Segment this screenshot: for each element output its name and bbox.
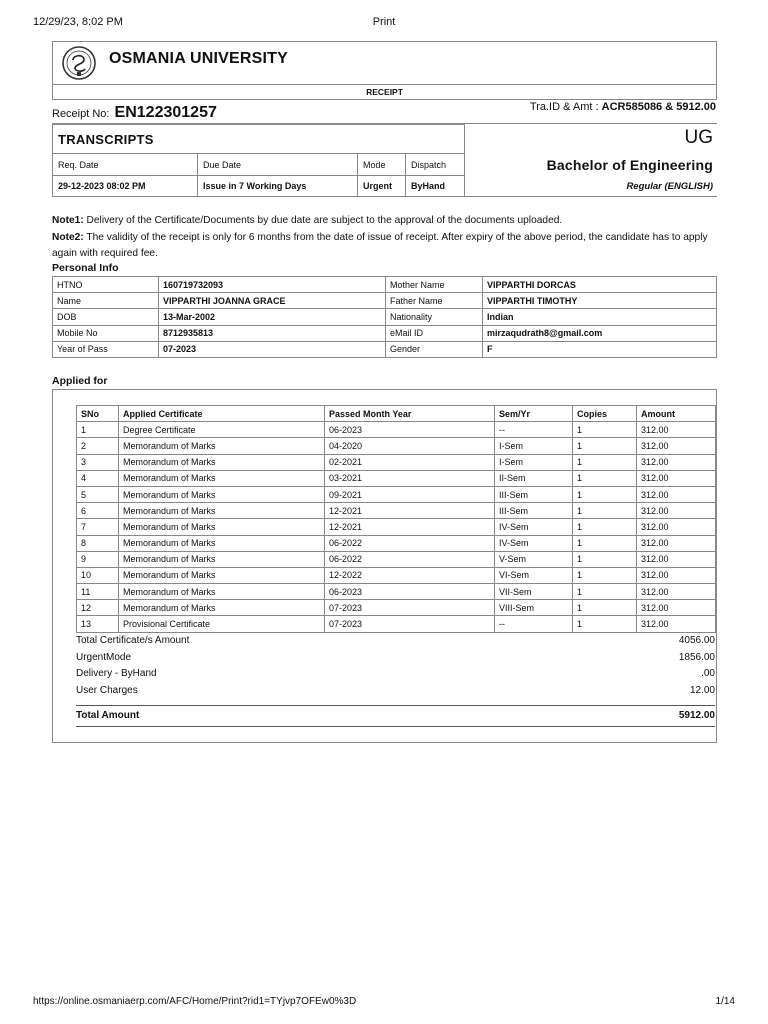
mode-header: Mode bbox=[358, 154, 406, 176]
receipt-bar: RECEIPT bbox=[52, 84, 717, 100]
transcripts-title: TRANSCRIPTS bbox=[53, 125, 465, 154]
notes bbox=[52, 213, 717, 263]
table-row: 3 Memorandum of Marks 02-2021 I-Sem 1 312.00 bbox=[77, 454, 716, 470]
university-name: OSMANIA UNIVERSITY bbox=[109, 50, 289, 67]
table-row: HTNO 160719732093 Mother Name VIPPARTHI DORCAS bbox=[53, 277, 717, 293]
page-number: 1/14 bbox=[715, 996, 735, 1007]
print-title: Print bbox=[372, 16, 396, 28]
due-date-header: Due Date bbox=[198, 154, 358, 176]
receipt-no-label: Receipt No: bbox=[52, 108, 110, 120]
table-header-row: SNo Applied Certificate Passed Month Year Sem/Yr Copies Amount bbox=[77, 406, 716, 422]
mode-value: Urgent bbox=[358, 176, 406, 197]
applied-for-box: SNo Applied Certificate Passed Month Year Sem/Yr Copies Amount 1 Degree Certificate 06-2023 -- 1 312.00 2 Memorandum of Marks 04-2020 I-Sem 1 312.00 3 Memorandum of Marks 02-2021 I-Sem 1 312.00 4 Memorandum of Marks 03-2021 II-Sem 1 312.00 5 Memorandum of Marks 09-2021 III-Sem 1 312.00 6 Memorandum of Marks 12-2021 III-Sem 1 312.00 7 Memorandum of Marks 12-2021 IV-Sem 1 312.00 8 Memorandum of Marks 06-2022 IV-Sem 1 312.00 9 Memorandum of Marks 06-2022 V-Sem 1 312.00 10 Memorandum of Marks 12-2022 VI-Sem 1 312.00 11 Memorandum of Marks 06-2023 VII-Sem 1 312.00 12 Memorandum of Marks 07-2023 VIII-Sem 1 312.00 13 Provisional Certificate 07-2023 -- 1 312.00 Total Certificate/s Amount 4056.00 UrgentMode 1856.00 Delivery - ByHand .00 User Charges 12.00 Total Amount 5912.00 bbox=[52, 389, 717, 743]
dispatch-header: Dispatch bbox=[406, 154, 465, 176]
note-1: Note1: Delivery of the Certificate/Documents by due date are subject to the approval of the documents uploaded. bbox=[52, 215, 563, 226]
req-date-header: Req. Date bbox=[53, 154, 198, 176]
divider bbox=[52, 196, 717, 197]
applied-certificates-table bbox=[76, 405, 716, 633]
req-date-value: 29-12-2023 08:02 PM bbox=[53, 176, 198, 197]
program-level: UG bbox=[684, 127, 713, 148]
table-row: Name VIPPARTHI JOANNA GRACE Father Name VIPPARTHI TIMOTHY bbox=[53, 293, 717, 309]
table-row: 7 Memorandum of Marks 12-2021 IV-Sem 1 312.00 bbox=[77, 519, 716, 535]
tra-id-value: ACR585086 & 5912.00 bbox=[601, 101, 716, 113]
print-footer bbox=[33, 996, 735, 1010]
transcripts-table bbox=[52, 124, 465, 197]
transaction-id bbox=[530, 101, 716, 113]
table-row: 1 Degree Certificate 06-2023 -- 1 312.00 bbox=[77, 422, 716, 438]
table-row: Year of Pass 07-2023 Gender F bbox=[53, 341, 717, 357]
table-row: 10 Memorandum of Marks 12-2022 VI-Sem 1 312.00 bbox=[77, 567, 716, 583]
table-row: 8 Memorandum of Marks 06-2022 IV-Sem 1 312.00 bbox=[77, 535, 716, 551]
table-row: 11 Memorandum of Marks 06-2023 VII-Sem 1 312.00 bbox=[77, 584, 716, 600]
table-row: 4 Memorandum of Marks 03-2021 II-Sem 1 312.00 bbox=[77, 470, 716, 486]
table-row: 13 Provisional Certificate 07-2023 -- 1 312.00 bbox=[77, 616, 716, 632]
receipt-number bbox=[52, 104, 217, 122]
receipt-no-value: EN122301257 bbox=[114, 104, 217, 121]
divider bbox=[76, 705, 715, 706]
table-row: 9 Memorandum of Marks 06-2022 V-Sem 1 312.00 bbox=[77, 551, 716, 567]
due-date-value: Issue in 7 Working Days bbox=[198, 176, 358, 197]
print-datetime: 12/29/23, 8:02 PM bbox=[33, 16, 123, 28]
table-row: DOB 13-Mar-2002 Nationality Indian bbox=[53, 309, 717, 325]
table-row: 5 Memorandum of Marks 09-2021 III-Sem 1 312.00 bbox=[77, 486, 716, 502]
applied-for-title: Applied for bbox=[52, 375, 108, 387]
degree-name: Bachelor of Engineering bbox=[546, 157, 713, 173]
university-header bbox=[52, 41, 717, 84]
table-row: 6 Memorandum of Marks 12-2021 III-Sem 1 312.00 bbox=[77, 503, 716, 519]
print-url: https://online.osmaniaerp.com/AFC/Home/Print?rid1=TYjvp7OFEw0%3D bbox=[33, 996, 357, 1007]
university-seal-icon bbox=[61, 45, 97, 81]
table-row: 2 Memorandum of Marks 04-2020 I-Sem 1 312.00 bbox=[77, 438, 716, 454]
personal-info-table bbox=[52, 276, 717, 358]
note-2: Note2: The validity of the receipt is only for 6 months from the date of issue of receipt. After expiry of the above period, the candidate has to apply again with required fee. bbox=[52, 231, 708, 259]
program-type: Regular (ENGLISH) bbox=[626, 181, 713, 192]
table-row: Mobile No 8712935813 eMail ID mirzaqudrath8@gmail.com bbox=[53, 325, 717, 341]
table-row: 12 Memorandum of Marks 07-2023 VIII-Sem 1 312.00 bbox=[77, 600, 716, 616]
divider bbox=[76, 726, 715, 727]
personal-info-title: Personal Info bbox=[52, 262, 119, 274]
print-header bbox=[33, 16, 735, 30]
tra-id-label: Tra.ID & Amt : bbox=[529, 101, 599, 113]
dispatch-value: ByHand bbox=[406, 176, 465, 197]
